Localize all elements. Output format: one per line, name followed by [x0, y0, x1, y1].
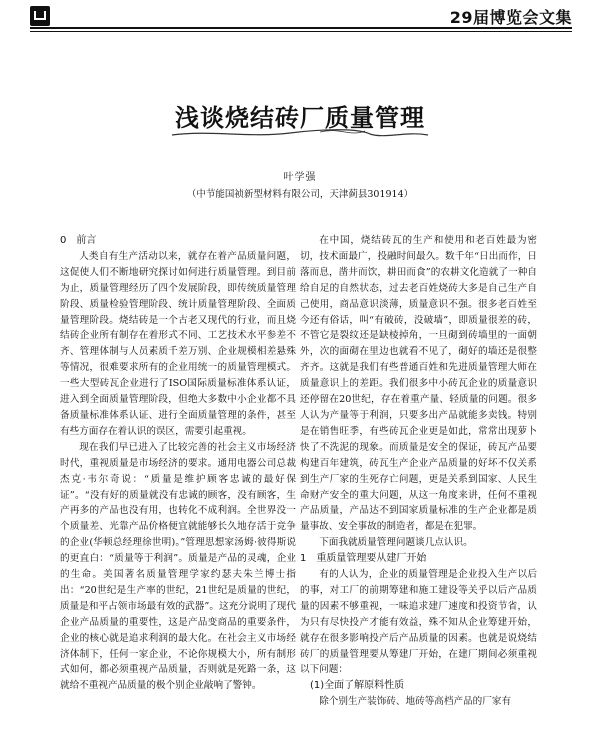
collection-title: 29届博览会文集 [449, 8, 572, 27]
body-paragraph: 在中国，烧结砖瓦的生产和使用和老百姓最为密切，技术面最广，投融时间最久。数千年“日出而作，日落而息，凿井而饮，耕田而食”的农耕文化造就了一种自给自足的自然状态，过去老百姓烧砖大多是自己生产自己使用，商品意识淡薄，质量意识不强。很多老百姓至今还有俗话，叫“有破砖，没破墙”，即质量很差的砖，不管它是裂纹还是缺棱掉角，一旦砌到砖墙里的一面朝外，次的面砌在里边也就看不见了，砌好的墙还是很整齐齐。这就是我们有些普通百姓和先进质量管理大师在质量意识上的差距。我们很多中小砖瓦企业的质量意识还停留在20世纪，存在着重产量、轻质量的问题。很多人认为产量等于利润，只要多出产品就能多卖钱。特别是在销售旺季，有些砖瓦企业更是如此，常常出现萝卜快了不洗泥的现象。而质量是安全的保证，砖瓦产品要构建百年建筑，砖瓦生产企业产品质量的好坏不仅关系到生产厂家的生死存亡问题，更是关系到国家、人民生命财产安全的重大问题，从这一角度来讲，任何不重视产品质量，产品达不到国家质量标准的生产企业都是质量事故、安全事故的制造者，都是在犯罪。 [300, 235, 537, 533]
body-paragraph: 有的人认为，企业的质量管理是企业投入生产以后的事，对工厂的前期筹建和施工建设等关乎以后产品质量的因素不够重视，一味追求建厂速度和投资节省，认为只有尽快投产才能有效益，殊不知从企业筹建开始，就存在很多影响投产后产品质量的因素。也就是说烧结砖厂的质量管理要从筹建厂开始，在建厂期间必须重视以下问题： [300, 569, 537, 676]
body-paragraph: 下面我就质量管理问题谈几点认识。 [319, 537, 473, 549]
right-column [300, 233, 537, 710]
body-paragraph: 除个别生产装饰砖、地砖等高档产品的厂家有 [319, 696, 512, 708]
article-author: 叶学强 [283, 172, 317, 183]
section-heading-1: 1 重质量管理要从建厂开始 [300, 553, 427, 565]
left-column [60, 233, 296, 694]
subsection-heading: (1)全面了解原料性质 [310, 680, 405, 692]
book-logo-icon [30, 6, 50, 26]
header-rule-thin [30, 31, 572, 32]
body-paragraph: 现在我们早已进入了比较完善的社会主义市场经济时代，重视质量是市场经济的要求。通用电器公司总裁杰克·韦尔奇说：“质量是维护顾客忠诚的最好保证”。“没有好的质量就没有忠诚的顾客，没有顾客，生产再多的产品也没有用，也转化不成利润。全世界没一个质量差、光靠产品价格便宜就能够长久地存活于竞争的企业(华顿总经理徐世明)。”管理思想家汤姆·彼得斯说的更直白：“质量等于利润”。质量是产品的灵魂，企业的生命。美国著名质量管理学家约瑟夫朱兰博士指出：“20世纪是生产率的世纪，21世纪是质量的世纪，质量是和平占领市场最有效的武器”。这充分说明了现代企业产品质量的重要性，这是产品变商品的重要条件，企业的核心就是追求利润的最大化。在社会主义市场经济体制下，任何一家企业，不论你规模大小，所有制形式如何，都必须重视产品质量，否则就是死路一条，这就给不重视产品质量的极个别企业敲响了警钟。 [60, 441, 296, 692]
author-affiliation: （中节能国祯新型材料有限公司，天津蓟县301914） [186, 189, 414, 200]
title-swash-decoration [170, 126, 430, 140]
article-title: 浅谈烧结砖厂质量管理 [175, 103, 425, 132]
section-heading-intro: 0 前言 [60, 235, 97, 246]
body-paragraph: 人类自有生产活动以来，就存在着产品质量问题，这促使人们不断地研究探讨如何进行质量管理。到目前为止，质量管理经历了四个发展阶段，即传统质量管理阶段、质量检验管理阶段、统计质量管理阶段、全面质量管理阶段。烧结砖是一个古老又现代的行业，而且烧结砖企业所有制存在着形式不同、工艺技术水平参差不齐、管理体制与人员素质千差万别、企业规模相差悬殊等情况，很难要求所有的企业用统一的质量管理模式。一些大型砖瓦企业进行了ISO国际质量标准体系认证，进入到全面质量管理阶段，但绝大多数中小企业都不具备质量标准体系认证、进行全面质量管理的条件，甚至有些方面存在着认识的误区，需要引起重视。 [60, 250, 296, 437]
header-rule [30, 27, 572, 29]
